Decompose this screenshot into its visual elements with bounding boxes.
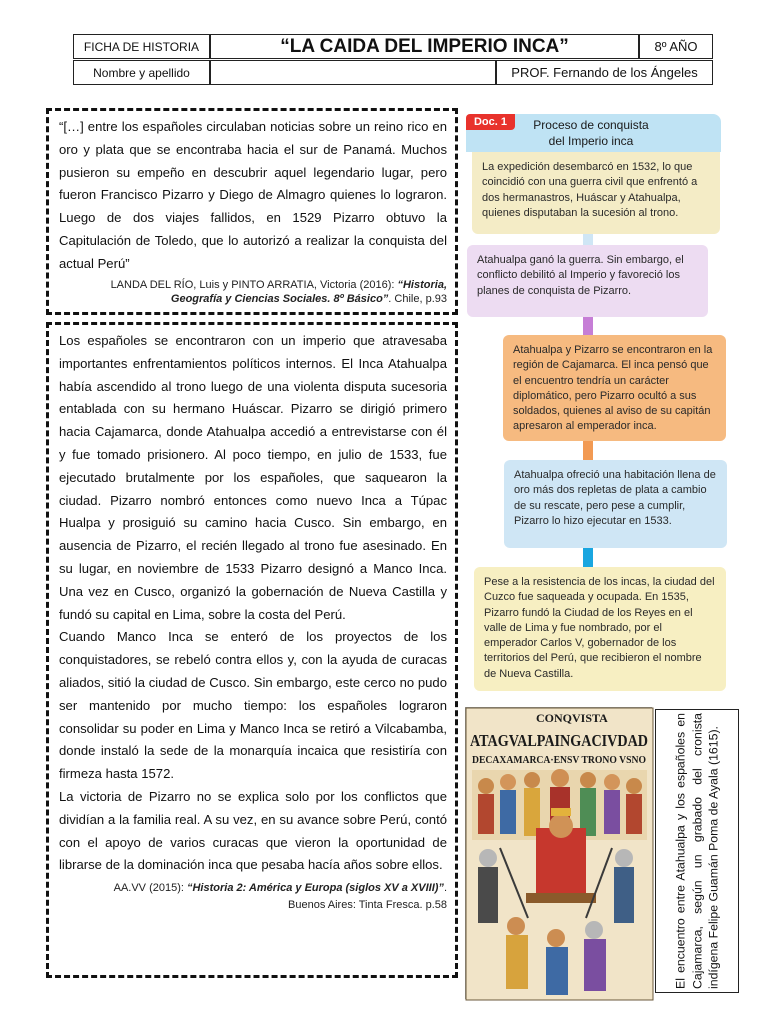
timeline-step: La expedición desembarcó en 1532, lo que coincidió con una guerra civil que enfrentó a dos hermanastros, Huáscar y Atahualpa, quienes disputaban la sucesión al trono. bbox=[472, 152, 720, 234]
main-text-box bbox=[46, 322, 458, 978]
page-title bbox=[210, 34, 639, 59]
worksheet-label-text: FICHA DE HISTORIA bbox=[83, 39, 200, 54]
paragraph: La victoria de Pizarro no se explica solo por los conflictos que dividían a la familia real. A su vez, en su avance sobre Perú, contó con el apoyo de varios curacas que vieron la oportunidad de librarse de la dominación inca que pesaba hacía años sobre ellos. bbox=[59, 788, 447, 873]
timeline-connector bbox=[583, 441, 593, 460]
engraving-heading-3: DECAXAMARCA·ENSV TRONO VSNO bbox=[472, 754, 647, 766]
worksheet-label bbox=[73, 34, 210, 59]
main-source-publisher: Buenos Aires: Tinta Fresca. p.58 bbox=[288, 899, 447, 912]
professor-text: PROF. Fernando de los Ángeles bbox=[511, 65, 698, 80]
main-source-title: “Historia 2: América y Europa (siglos XV a XVIII)” bbox=[186, 882, 444, 895]
quote-source-title: “Historia, Geografía y Ciencias Sociales. 8º Básico” bbox=[170, 278, 447, 305]
paragraph: Los españoles se encontraron con un imperio que atravesaba importantes enfrentamientos políticos internos. El Inca Atahualpa había ascendido al trono luego de una violenta disputa sucesoria entablada con su hermano Huáscar. Pizarro se dirigió primero hacia Cajamarca, donde Atahualpa accedió a entrevistarse con él y fue tomado prisionero. Al poco tiempo, en julio de 1533, fue ejecutado brutalmente por los españoles, que saquearon la ciudad. Pizarro nombró entonces como nuevo Inca a Túpac Hualpa y prosiguió su camino hacia Cusco. Sin embargo, en ausencia de Pizarro, el recién llegado al trono fue asesinado. En su lugar, en noviembre de 1533 Pizarro designó a Manco Inca. Una vez en Cusco, organizó la gobernación de Nueva Castilla y fundó su capital en Lima, sobre la costa del Perú. bbox=[59, 333, 447, 622]
engraving-heading-2: ATAGVALPAINGACIVDAD bbox=[470, 731, 648, 750]
name-field[interactable] bbox=[210, 60, 496, 85]
grade-label bbox=[639, 34, 713, 59]
timeline-step: Atahualpa ganó la guerra. Sin embargo, el conflicto debilitó al Imperio y favoreció los planes de conquista de Pizarro. bbox=[467, 245, 708, 317]
main-source-authors: AA.VV (2015): bbox=[113, 882, 187, 895]
quote-box bbox=[46, 108, 458, 315]
name-label-text: Nombre y apellido bbox=[93, 65, 190, 80]
timeline-step: Pese a la resistencia de los incas, la ciudad del Cuzco fue saqueada y ocupada. En 1535, Pizarro fundó la Ciudad de los Reyes en el valle de Lima y fue nombrado, por el emperador Carlos V, gobernador de los territorios del Perú, que recibieron el nombre de Nueva Castilla. bbox=[474, 567, 726, 691]
grade-text: 8º AÑO bbox=[654, 39, 698, 54]
quote-text: “[…] entre los españoles circulaban noticias sobre un reino rico en oro y plata que se encontraba hacia el sur de Panamá. Muchos pusieron su empeño en descubrir aquel legendario lugar, pero fueron Francisco Pizarro y Diego de Almagro quienes lo lograron. Luego de dos viajes fallidos, en 1529 Pizarro obtuvo la Capitulación de Toledo, que lo autorizó a realizar la conquista del actual Perú” bbox=[59, 119, 447, 271]
name-label bbox=[73, 60, 210, 85]
illustration-caption: El encuentro entre Atahualpa y los españoles en Cajamarca, según un grabado del cronista indígena Felipe Guamán Poma de Ayala (1615). bbox=[673, 713, 721, 989]
timeline-step: Atahualpa ofreció una habitación llena de oro más dos repletas de plata a cambio de su rescate, pero pese a cumplir, Pizarro lo hizo ejecutar en 1533. bbox=[504, 460, 727, 548]
professor-label bbox=[496, 60, 713, 85]
doc-badge: Doc. 1 bbox=[466, 114, 515, 130]
engraving-heading-1: CONQVISTA bbox=[536, 711, 608, 725]
timeline-connector bbox=[583, 234, 593, 245]
main-source-rest: . bbox=[443, 882, 447, 895]
page-title-text: “LA CAIDA DEL IMPERIO INCA” bbox=[280, 35, 569, 57]
quote-source bbox=[59, 278, 447, 306]
quote-source-authors: LANDA DEL RÍO, Luis y PINTO ARRATIA, Victoria (2016): bbox=[110, 278, 398, 291]
timeline-connector bbox=[583, 548, 593, 567]
timeline-step: Atahualpa y Pizarro se encontraron en la región de Cajamarca. El inca pensó que el encuentro tendría un carácter diplomático, pero Pizarro ocultó a sus soldados, quienes al aviso de su capitán apresaron al emperador inca. bbox=[503, 335, 726, 441]
engraving-illustration bbox=[465, 707, 652, 999]
main-source bbox=[59, 881, 447, 895]
quote-source-rest: . Chile, p.93 bbox=[388, 292, 447, 305]
timeline-connector bbox=[583, 317, 593, 335]
timeline-title: Proceso de conquista del Imperio inca bbox=[533, 118, 649, 148]
paragraph: Cuando Manco Inca se enteró de los proyectos de los conquistadores, se rebeló contra ellos y, con la ayuda de curacas aliados, sitió la ciudad de Cusco. Sin embargo, este cerco no pudo ser mantenido por mucho tiempo: los españoles lograron consolidar su poder en Lima y Manco Inca se retiró a Vilcabamba, donde instaló la sede de la monarquía incaica que resistiría con firmeza hasta 1572. bbox=[59, 629, 447, 782]
